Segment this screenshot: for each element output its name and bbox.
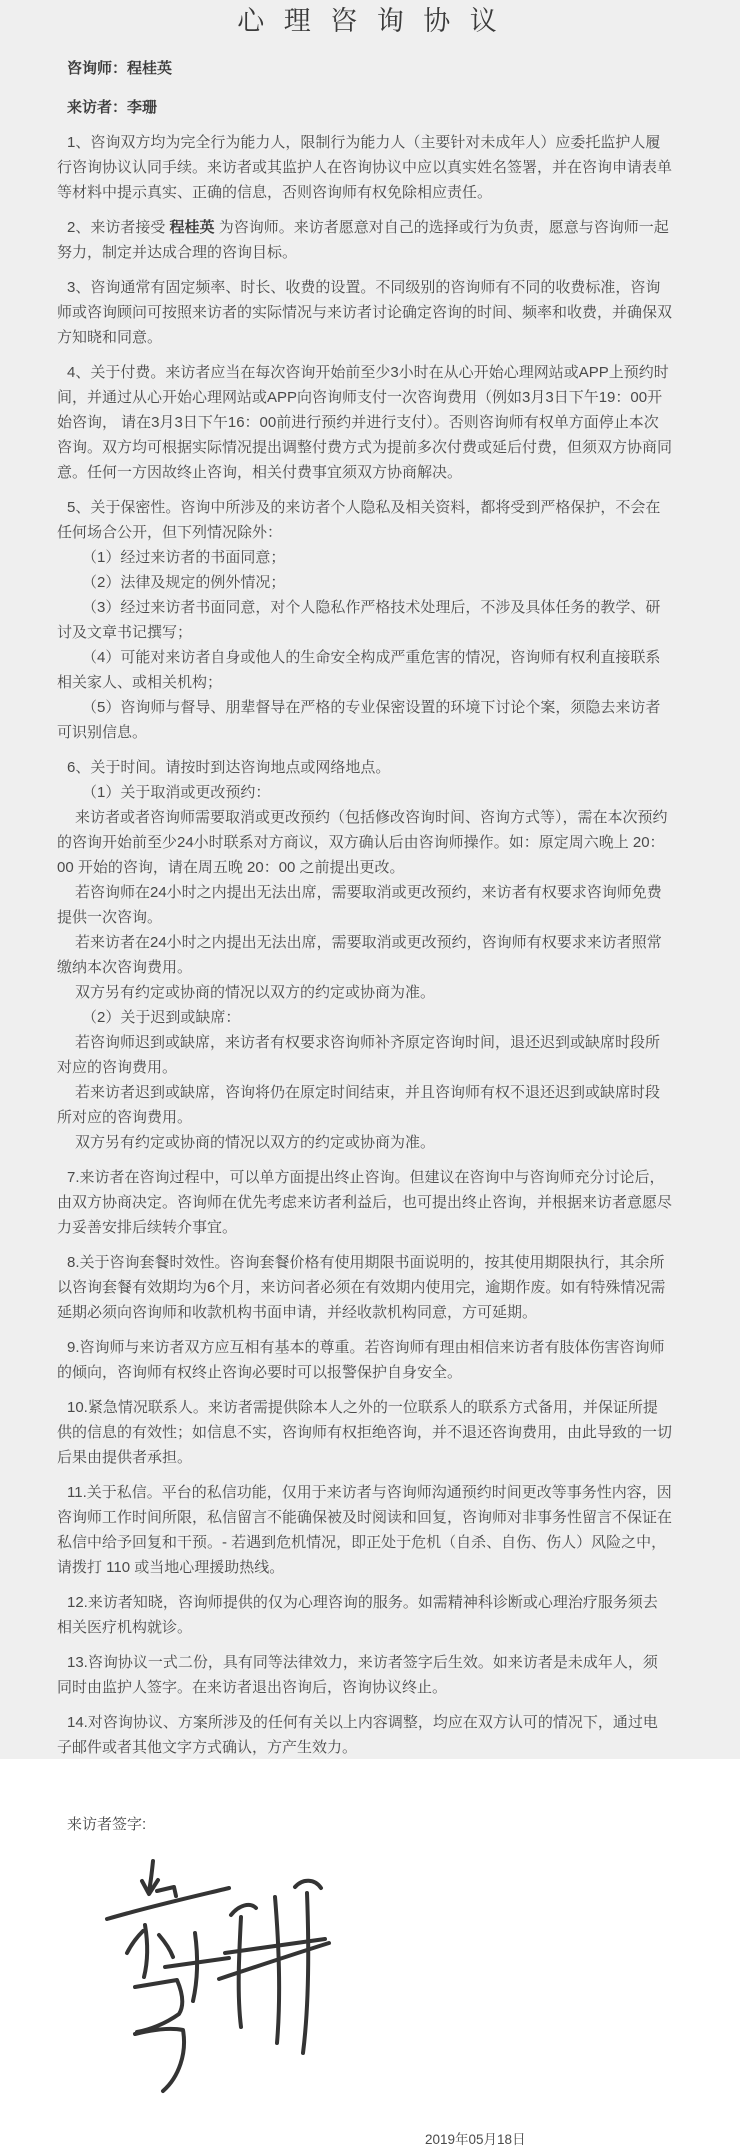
- clause-1: 1、咨询双方均为完全行为能力人，限制行为能力人（主要针对未成年人）应委托监护人履行咨询协议认同手续。来访者或其监护人在咨询协议中应以真实姓名签署，并在咨询申请表单等材料中提示真实、正确的信息，否则咨询师有权免除相应责任。: [57, 134, 673, 201]
- clause-11: 11.关于私信。平台的私信功能，仅用于来访者与咨询师沟通预约时间更改等事务性内容，因咨询师工作时间所限，私信留言不能确保被及时阅读和回复，咨询师对非事务性留言不保证在私信中给予回复和干预。- 若遇到危机情况，即正处于危机（自杀、自伤、伤人）风险之中，请拨打 110 或当地心理援助热线。: [57, 1484, 673, 1576]
- clause-8: 8.关于咨询套餐时效性。咨询套餐价格有使用期限书面说明的，按其使用期限执行，其余所以咨询套餐有效期均为6个月，来访问者必须在有效期内使用完，逾期作废。如有特殊情况需延期必须向咨询师和收款机构书面申请，并经收款机构同意，方可延期。: [57, 1254, 666, 1321]
- clause-6-item-1-para-2: 若咨询师在24小时之内提出无法出席，需要取消或更改预约，来访者有权要求咨询师免费提供一次咨询。: [57, 884, 662, 926]
- page-title: 心 理 咨 询 协 议: [237, 6, 503, 36]
- clause-6-item-2: （2）关于迟到或缺席：: [82, 1009, 241, 1026]
- client-signature-label: 来访者签字:: [67, 1816, 147, 1833]
- clause-6-item-1-para-4: 双方另有约定或协商的情况以双方的约定或协商为准。: [75, 984, 436, 1001]
- clause-5-item-2: （2）法律及规定的例外情况；: [82, 574, 286, 591]
- clause-6-item-1-para-1: 来访者或者咨询师需要取消或更改预约（包括修改咨询时间、咨询方式等），需在本次预约的咨询开始前至少24小时联系对方商议，双方确认后由咨询师操作。如：原定周六晚上 20：00 开始的咨询，请在周五晚 20：00 之前提出更改。: [57, 809, 668, 876]
- clause-9: 9.咨询师与来访者双方应互相有基本的尊重。若咨询师有理由相信来访者有肢体伤害咨询师的倾向，咨询师有权终止咨询必要时可以报警保护自身安全。: [57, 1339, 665, 1381]
- clause-4: 4、关于付费。来访者应当在每次咨询开始前至少3小时在从心开始心理网站或APP上预约时间，并通过从心开始心理网站或APP向咨询师支付一次咨询费用（例如3月3日下午19：00开始咨询， 请在3月3日下午16：00前进行预约并进行支付）。否则咨询师有权单方面停止本次咨询。双方均可根据实际情况提出调整付费方式为提前多次付费或延后付费，但须双方协商同意。任何一方因故终止咨询，相关付费事宜须双方协商解决。: [57, 364, 673, 481]
- clause-10: 10.紧急情况联系人。来访者需提供除本人之外的一位联系人的联系方式备用，并保证所提供的信息的有效性；如信息不实，咨询师有权拒绝咨询，并不退还咨询费用，由此导致的一切后果由提供者承担。: [57, 1399, 673, 1466]
- clause-5-item-3: （3）经过来访者书面同意，对个人隐私作严格技术处理后，不涉及具体任务的教学、研讨及文章书记撰写；: [57, 599, 661, 641]
- client-name-line: 来访者：李珊: [67, 99, 158, 116]
- clause-7: 7.来访者在咨询过程中，可以单方面提出终止咨询。但建议在咨询中与咨询师充分讨论后，由双方协商决定。咨询师在优先考虑来访者利益后，也可提出终止咨询，并根据来访者意愿尽力妥善安排后续转介事宜。: [57, 1169, 673, 1236]
- clause-3: 3、咨询通常有固定频率、时长、收费的设置。不同级别的咨询师有不同的收费标准，咨询师或咨询顾问可按照来访者的实际情况与来访者讨论确定咨询的时间、频率和收费，并确保双方知晓和同意。: [57, 279, 673, 346]
- clause-6-item-2-para-3: 双方另有约定或协商的情况以双方的约定或协商为准。: [75, 1134, 436, 1151]
- clause-5-item-4: （4）可能对来访者自身或他人的生命安全构成严重危害的情况，咨询师有权利直接联系相关家人、或相关机构；: [57, 649, 661, 691]
- agreement-date: 2019年05月18日: [425, 2132, 526, 2147]
- clause-6-item-1: （1）关于取消或更改预约：: [82, 784, 271, 801]
- clause-2-post: 为咨询师。来访者愿意对自己的选择或行为负责，愿意与咨询师一起努力，制定并达成合理的咨询目标。: [57, 219, 669, 261]
- clause-12: 12.来访者知晓，咨询师提供的仅为心理咨询的服务。如需精神科诊断或心理治疗服务须去相关医疗机构就诊。: [57, 1594, 658, 1636]
- clause-5: 5、关于保密性。咨询中所涉及的来访者个人隐私及相关资料，都将受到严格保护，不会在任何场合公开，但下列情况除外：: [57, 499, 661, 541]
- clause-6-item-2-para-2: 若来访者迟到或缺席，咨询将仍在原定时间结束，并且咨询师有权不退还迟到或缺席时段所对应的咨询费用。: [57, 1084, 661, 1126]
- clause-2-pre: 2、来访者接受: [67, 219, 170, 236]
- clause-14: 14.对咨询协议、方案所涉及的任何有关以上内容调整，均应在双方认可的情况下，通过电子邮件或者其他文字方式确认，方产生效力。: [57, 1714, 658, 1756]
- counselor-name-line: 咨询师：程桂英: [67, 60, 173, 77]
- client-signature-handwriting: [97, 1855, 347, 2093]
- clause-6-item-2-para-1: 若咨询师迟到或缺席，来访者有权要求咨询师补齐原定咨询时间，退还迟到或缺席时段所对应的咨询费用。: [57, 1034, 661, 1076]
- clause-2: [57, 215, 672, 265]
- clause-5-item-1: （1）经过来访者的书面同意；: [82, 549, 286, 566]
- counselor-name-emphasis: 程桂英: [169, 219, 215, 236]
- clause-5-item-5: （5）咨询师与督导、朋辈督导在严格的专业保密设置的环境下讨论个案，须隐去来访者可识别信息。: [57, 699, 661, 741]
- clause-6-item-1-para-3: 若来访者在24小时之内提出无法出席，需要取消或更改预约，咨询师有权要求来访者照常缴纳本次咨询费用。: [57, 934, 662, 976]
- clause-6: 6、关于时间。请按时到达咨询地点或网络地点。: [67, 759, 391, 776]
- clause-13: 13.咨询协议一式二份，具有同等法律效力，来访者签字后生效。如来访者是未成年人，须同时由监护人签字。在来访者退出咨询后，咨询协议终止。: [57, 1654, 658, 1696]
- date-row: [57, 2127, 672, 2152]
